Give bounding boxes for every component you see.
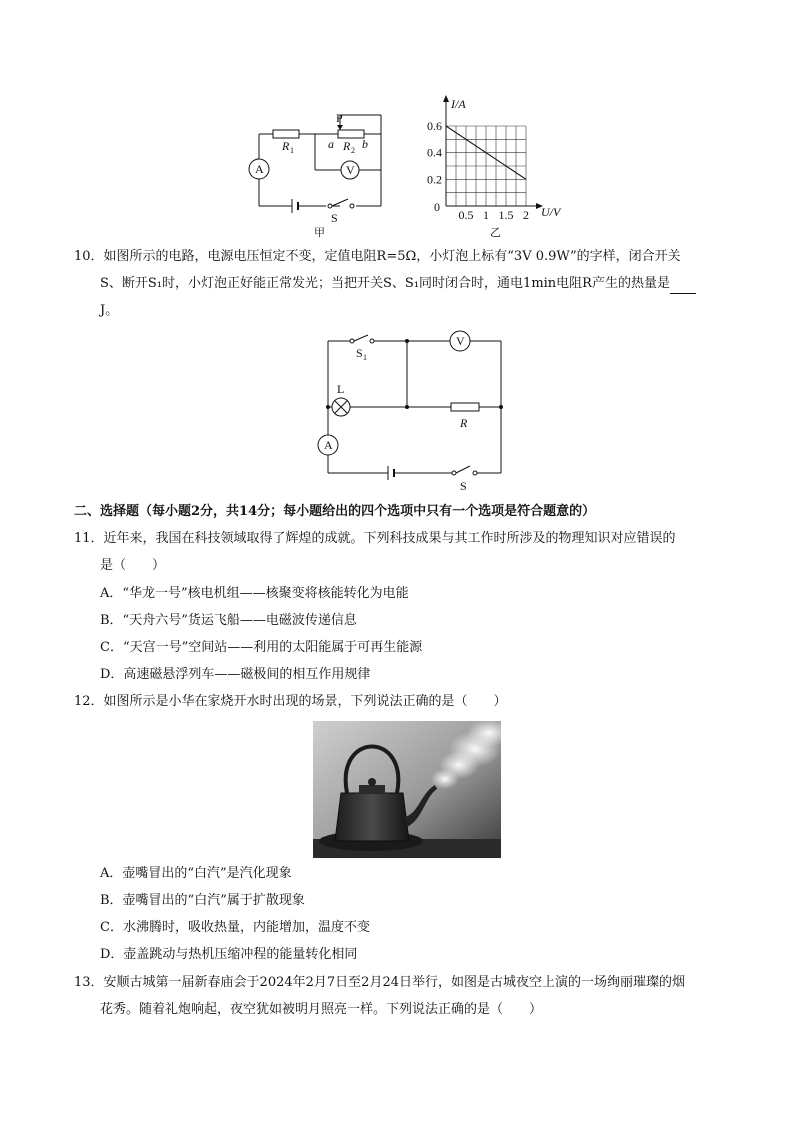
q12-option-d[interactable]: D．壶盖跳动与热机压缩冲程的能量转化相同: [100, 947, 358, 962]
q13-line-1: 13．安顺古城第一届新春庙会于2024年2月7日至2月24日举行，如图是古城夜空上演的一场绚丽璀璨的烟: [74, 975, 685, 990]
answer-blank[interactable]: [670, 279, 696, 294]
q12-option-c[interactable]: C．水沸腾时，吸收热量，内能增加，温度不变: [100, 920, 370, 935]
q10-circuit: [310, 325, 510, 495]
q13-line-2: 花秀。随着礼炮响起，夜空犹如被明月照亮一样。下列说法正确的是（ ）: [100, 1002, 543, 1017]
switch-label: S: [331, 211, 338, 225]
q11-number: 11．: [74, 531, 104, 546]
q10-line-3: J。: [100, 303, 119, 318]
resistor-r1: [273, 130, 299, 138]
q12-option-b[interactable]: B．壶嘴冒出的“白汽”属于扩散现象: [100, 893, 305, 908]
switch-s-label: S: [460, 479, 467, 493]
q10-number: 10．: [74, 249, 104, 264]
ammeter-label: A: [255, 162, 264, 176]
q11-option-c[interactable]: C．“天宫一号”空间站——利用的太阳能属于可再生能源: [100, 640, 423, 655]
q12-line-1: 12．如图所示是小华在家烧开水时出现的场景，下列说法正确的是（ ）: [74, 694, 507, 709]
terminal-a-label: a: [328, 137, 334, 151]
slider-label: P: [336, 111, 343, 125]
figure-jia-caption: 甲: [314, 226, 325, 239]
x-tick-label: 2: [523, 208, 529, 222]
terminal-b-label: b: [362, 137, 368, 151]
s1-sub: 1: [363, 353, 367, 362]
q11-option-d[interactable]: D．高速磁悬浮列车——磁极间的相互作用规律: [100, 667, 371, 682]
origin-label: 0: [434, 200, 440, 214]
figure-yi-caption: 乙: [490, 226, 501, 239]
figure-yi-chart: [420, 94, 570, 240]
r2-sub: 2: [351, 146, 355, 155]
voltmeter-label: V: [346, 163, 355, 177]
q11-line-2: 是（ ）: [100, 558, 166, 573]
figure-jia-circuit: [240, 100, 400, 240]
x-tick-label: 0.5: [458, 208, 474, 222]
q10-line-2: S、断开S₁时，小灯泡正好能正常发光；当把开关S、S₁同时闭合时，通电1min电阻R产生的热量是: [100, 274, 696, 294]
q11-line-1: 11．近年来，我国在科技领域取得了辉煌的成就。下列科技成果与其工作时所涉及的物理知识对应错误的: [74, 531, 676, 546]
x-tick-label: 1: [483, 208, 489, 222]
resistor-label: R: [460, 416, 468, 430]
y-tick-label: 0.2: [427, 172, 442, 187]
x-tick-label: 1.5: [498, 208, 514, 222]
q12-number: 12．: [74, 694, 104, 709]
r1-label: R: [282, 139, 290, 153]
kettle-photo: [313, 721, 501, 858]
q11-option-b[interactable]: B．“天舟六号”货运飞船——电磁波传递信息: [100, 613, 357, 628]
r1-sub: 1: [290, 146, 294, 155]
x-axis-label: U/V: [541, 205, 561, 219]
s1-label: S: [356, 346, 363, 360]
q13-number: 13．: [74, 975, 104, 990]
y-tick-label: 0.4: [427, 145, 442, 160]
resistor-r2: [338, 130, 364, 138]
y-axis-label: I/A: [451, 97, 466, 111]
section-2-title: 二、选择题（每小题2分，共14分；每小题给出的四个选项中只有一个选项是符合题意的）: [74, 504, 596, 519]
q10-line-1: 10．如图所示的电路，电源电压恒定不变，定值电阻R=5Ω，小灯泡上标有“3V 0.9W”的字样，闭合开关: [74, 249, 681, 264]
voltmeter-label: V: [456, 334, 465, 348]
r2-label: R: [343, 139, 351, 153]
y-tick-label: 0.6: [427, 119, 442, 133]
ammeter-label: A: [324, 438, 333, 452]
q12-option-a[interactable]: A．壶嘴冒出的“白汽”是汽化现象: [100, 866, 292, 881]
resistor-r: [451, 403, 479, 411]
q11-option-a[interactable]: A．“华龙一号”核电机组——核聚变将核能转化为电能: [100, 586, 409, 601]
lamp-label: L: [337, 382, 345, 396]
